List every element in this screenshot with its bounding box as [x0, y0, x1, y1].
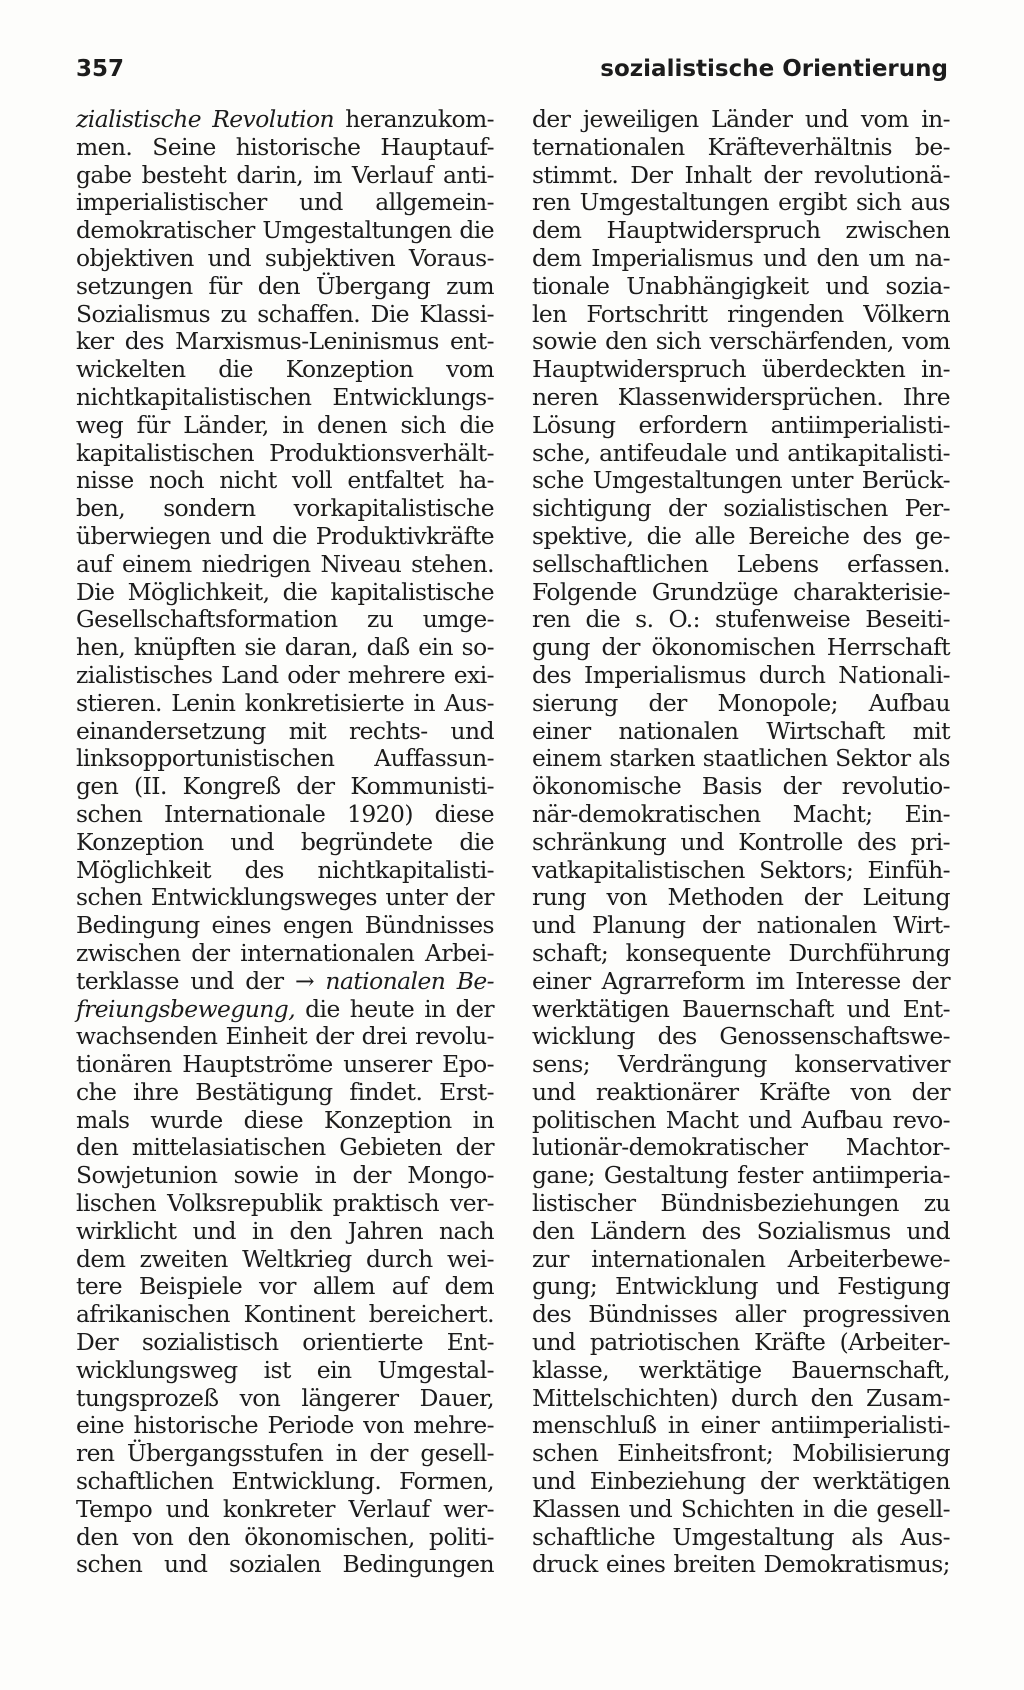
text-line: [532, 1218, 950, 1246]
text-line: [532, 162, 950, 190]
text-run: ökonomische Basis der revolutio-: [532, 772, 950, 801]
text-line: [76, 495, 494, 523]
text-line: [76, 1551, 494, 1579]
text-run: terklasse und der: [76, 966, 295, 995]
text-run: Hauptwiderspruch überdeckten in-: [532, 355, 950, 384]
text-run: dem zweiten Weltkrieg durch wei-: [76, 1244, 494, 1273]
text-line: [532, 523, 950, 551]
text-line: [532, 606, 950, 634]
text-line: [532, 1162, 950, 1190]
text-line: [76, 940, 494, 968]
text-run: len Fortschritt ringenden Völkern: [532, 299, 950, 328]
text-run: heranzukom-: [334, 105, 494, 133]
text-run: objektiven und subjektiven Voraus-: [76, 243, 494, 272]
text-run: werktätigen Bauernschaft und Ent-: [532, 994, 950, 1023]
text-run: Bedingung eines engen Bündnisses: [76, 911, 494, 940]
text-line: [532, 1079, 950, 1107]
text-run: klasse, werktätige Bauernschaft,: [532, 1355, 950, 1384]
text-line: [76, 968, 494, 996]
text-run: und reaktionärer Kräfte von der: [532, 1077, 950, 1106]
text-run: Sozialismus zu schaffen. Die Klassi-: [76, 299, 494, 328]
text-run: gung der ökonomischen Herrschaft: [532, 633, 950, 662]
text-run: Der sozialistisch orientierte Ent-: [76, 1328, 494, 1357]
text-line: [532, 1468, 950, 1496]
text-run: sche, antifeudale und antikapitalisti-: [532, 438, 950, 467]
text-line: [532, 801, 950, 829]
text-line: [76, 1329, 494, 1357]
text-line: [76, 606, 494, 634]
text-run: Folgende Grundzüge charakterisie-: [532, 577, 950, 606]
text-run: wachsenden Einheit der drei revolu-: [76, 1022, 494, 1051]
text-line: [76, 356, 494, 384]
text-run: Die Möglichkeit, die kapitalistische: [76, 577, 494, 606]
text-line: [532, 996, 950, 1024]
text-run: gane; Gestaltung fester antiimperia-: [532, 1161, 950, 1190]
text-run: und Einbeziehung der werktätigen: [532, 1467, 950, 1496]
text-run: tere Beispiele vor allem auf dem: [76, 1272, 494, 1301]
page-header: [76, 48, 948, 88]
text-line: [532, 217, 950, 245]
text-run: Mittelschichten) durch den Zusam-: [532, 1383, 950, 1412]
text-line: [532, 1134, 950, 1162]
text-line: [532, 1524, 950, 1552]
italic-text: → nationalen Be-: [294, 966, 494, 995]
text-run: dem Hauptwiderspruch zwischen: [532, 216, 950, 245]
text-run: schen Einheitsfront; Mobilisierung: [532, 1439, 950, 1468]
text-run: setzungen für den Übergang zum: [76, 271, 494, 300]
text-line: [76, 1162, 494, 1190]
text-line: [76, 773, 494, 801]
text-line: [76, 857, 494, 885]
text-run: menschluß in einer antiimperialisti-: [532, 1411, 950, 1440]
text-run: rung von Methoden der Leitung: [532, 883, 950, 912]
text-line: [76, 384, 494, 412]
text-run: überwiegen und die Produktivkräfte: [76, 521, 494, 550]
text-run: den Ländern des Sozialismus und: [532, 1216, 950, 1245]
text-line: [76, 1496, 494, 1524]
running-title: sozialistische Orientierung: [600, 56, 948, 82]
text-run: den von den ökonomischen, politi-: [76, 1522, 494, 1551]
text-run: Lösung erfordern antiimperialisti-: [532, 410, 950, 439]
text-run: ren die s. O.: stufenweise Beseiti-: [532, 605, 950, 634]
text-line: [532, 1496, 950, 1524]
text-line: [76, 745, 494, 773]
text-run: hen, knüpften sie daran, daß ein so-: [76, 633, 494, 662]
text-run: kapitalistischen Produktionsverhält-: [76, 438, 494, 467]
text-line: [532, 745, 950, 773]
text-line: [76, 189, 494, 217]
text-line: [76, 579, 494, 607]
text-run: schaftliche Umgestaltung als Aus-: [532, 1522, 950, 1551]
text-line: [532, 273, 950, 301]
text-line: [532, 356, 950, 384]
page-number: 357: [76, 56, 125, 82]
text-run: men. Seine historische Hauptauf-: [76, 132, 494, 161]
text-line: [76, 1385, 494, 1413]
text-line: [532, 1551, 950, 1579]
text-line: [532, 884, 950, 912]
text-run: wickelten die Konzeption vom: [76, 355, 494, 384]
text-line: [532, 1357, 950, 1385]
text-run: sche Umgestaltungen unter Berück-: [532, 466, 950, 495]
text-run: schaft; konsequente Durchführung: [532, 938, 950, 967]
text-run: nichtkapitalistischen Entwicklungs-: [76, 382, 494, 411]
text-run: Tempo und konkreter Verlauf wer-: [76, 1494, 494, 1523]
text-line: [76, 328, 494, 356]
text-run: Möglichkeit des nichtkapitalisti-: [76, 855, 494, 884]
text-line: [532, 1273, 950, 1301]
text-run: zur internationalen Arbeiterbewe-: [532, 1244, 950, 1273]
text-run: tionale Unabhängigkeit und sozia-: [532, 271, 950, 300]
text-line: [532, 384, 950, 412]
text-run: ben, sondern vorkapitalistische: [76, 494, 494, 523]
text-line: [532, 412, 950, 440]
text-line: [532, 718, 950, 746]
text-run: des Bündnisses aller progressiven: [532, 1300, 950, 1329]
text-run: der jeweiligen Länder und vom in-: [532, 105, 950, 133]
text-line: [76, 884, 494, 912]
text-run: einandersetzung mit rechts- und: [76, 716, 494, 745]
text-line: [76, 1301, 494, 1329]
text-line: [76, 1023, 494, 1051]
text-line: [76, 1079, 494, 1107]
text-line: [76, 1246, 494, 1274]
text-run: när-demokratischen Macht; Ein-: [532, 799, 950, 828]
text-line: [76, 162, 494, 190]
text-line: [76, 1412, 494, 1440]
text-run: druck eines breiten Demokratismus;: [532, 1550, 950, 1579]
text-run: weg für Länder, in denen sich die: [76, 410, 494, 439]
text-line: [76, 1468, 494, 1496]
text-run: neren Klassenwidersprüchen. Ihre: [532, 382, 950, 411]
text-line: [532, 912, 950, 940]
text-run: che ihre Bestätigung findet. Erst-: [76, 1077, 494, 1106]
text-run: die heute in der: [295, 994, 494, 1023]
text-run: stieren. Lenin konkretisierte in Aus-: [76, 688, 494, 717]
text-line: [76, 440, 494, 468]
text-line: [76, 1218, 494, 1246]
text-run: wicklung des Genossenschaftswe-: [532, 1022, 950, 1051]
text-line: [532, 1385, 950, 1413]
text-run: Konzeption und begründete die: [76, 827, 494, 856]
text-run: spektive, die alle Bereiche des ge-: [532, 521, 950, 550]
text-run: sierung der Monopole; Aufbau: [532, 688, 950, 717]
text-line: [76, 301, 494, 329]
text-run: nisse noch nicht voll entfaltet ha-: [76, 466, 494, 495]
text-run: demokratischer Umgestaltungen die: [76, 216, 494, 245]
text-line: [532, 328, 950, 356]
text-line: [76, 245, 494, 273]
text-line: [76, 996, 494, 1024]
text-run: zialistisches Land oder mehrere exi-: [76, 660, 494, 689]
text-run: schen und sozialen Bedingungen: [76, 1550, 494, 1579]
text-run: ker des Marxismus-Leninismus ent-: [76, 327, 494, 356]
text-line: [532, 1107, 950, 1135]
text-line: [76, 1107, 494, 1135]
text-line: [532, 634, 950, 662]
text-run: lischen Volksrepublik praktisch ver-: [76, 1189, 494, 1218]
text-run: gen (II. Kongreß der Kommunisti-: [76, 772, 494, 801]
text-line: [532, 1023, 950, 1051]
text-run: vatkapitalistischen Sektors; Einfüh-: [532, 855, 950, 884]
text-line: [532, 245, 950, 273]
text-run: listischer Bündnisbeziehungen zu: [532, 1189, 950, 1218]
text-line: [76, 1357, 494, 1385]
text-run: tungsprozeß von längerer Dauer,: [76, 1383, 494, 1412]
text-run: sens; Verdrängung konservativer: [532, 1050, 950, 1079]
text-line: [76, 634, 494, 662]
text-line: [76, 690, 494, 718]
italic-text: freiungsbewegung,: [76, 994, 296, 1023]
text-run: sowie den sich verschärfenden, vom: [532, 327, 950, 356]
text-run: ren Umgestaltungen ergibt sich aus: [532, 188, 950, 217]
text-line: [532, 301, 950, 329]
text-run: afrikanischen Kontinent bereichert.: [76, 1300, 494, 1329]
text-run: wicklungsweg ist ein Umgestal-: [76, 1355, 494, 1384]
text-run: sichtigung der sozialistischen Per-: [532, 494, 950, 523]
text-line: [76, 1273, 494, 1301]
text-line: [76, 273, 494, 301]
text-line: [532, 968, 950, 996]
text-run: ternationalen Kräfteverhältnis be-: [532, 132, 950, 161]
text-run: des Imperialismus durch Nationali-: [532, 660, 950, 689]
text-line: [532, 1051, 950, 1079]
text-line: [76, 467, 494, 495]
text-line: [76, 1524, 494, 1552]
text-run: mals wurde diese Konzeption in: [76, 1105, 494, 1134]
text-line: [76, 412, 494, 440]
text-line: [76, 106, 494, 134]
text-line: [532, 1246, 950, 1274]
text-line: [76, 217, 494, 245]
text-run: linksopportunistischen Auffassun-: [76, 744, 494, 773]
text-run: gung; Entwicklung und Festigung: [532, 1272, 950, 1301]
text-line: [76, 1190, 494, 1218]
text-line: [76, 1051, 494, 1079]
text-run: Gesellschaftsformation zu umge-: [76, 605, 494, 634]
text-run: einer Agrarreform im Interesse der: [532, 966, 950, 995]
text-line: [76, 829, 494, 857]
text-line: [532, 440, 950, 468]
text-run: schränkung und Kontrolle des pri-: [532, 827, 950, 856]
text-run: stimmt. Der Inhalt der revolutionä-: [532, 160, 950, 189]
text-run: und patriotischen Kräfte (Arbeiter-: [532, 1328, 950, 1357]
text-line: [532, 495, 950, 523]
text-run: lutionär-demokratischer Machtor-: [532, 1133, 950, 1162]
text-line: [532, 1412, 950, 1440]
text-run: schen Entwicklungsweges unter der: [76, 883, 494, 912]
text-line: [76, 801, 494, 829]
text-line: [532, 1329, 950, 1357]
text-line: [532, 106, 950, 134]
text-line: [532, 1301, 950, 1329]
text-line: [76, 523, 494, 551]
text-line: [532, 857, 950, 885]
text-line: [76, 551, 494, 579]
text-run: schen Internationale 1920) diese: [76, 799, 494, 828]
text-run: wirklicht und in den Jahren nach: [76, 1216, 494, 1245]
text-line: [532, 829, 950, 857]
text-line: [532, 551, 950, 579]
text-run: und Planung der nationalen Wirt-: [532, 911, 950, 940]
text-line: [76, 912, 494, 940]
text-run: zwischen der internationalen Arbei-: [76, 938, 494, 967]
text-line: [532, 773, 950, 801]
left-column: [76, 106, 494, 1579]
text-line: [532, 579, 950, 607]
text-run: Klassen und Schichten in die gesell-: [532, 1494, 950, 1523]
right-column: [532, 106, 950, 1579]
text-run: auf einem niedrigen Niveau stehen.: [76, 549, 494, 578]
text-line: [532, 1190, 950, 1218]
italic-text: zialistische Revolution: [76, 105, 335, 133]
text-line: [76, 134, 494, 162]
text-run: sellschaftlichen Lebens erfassen.: [532, 549, 950, 578]
text-run: schaftlichen Entwicklung. Formen,: [76, 1467, 494, 1496]
text-line: [532, 189, 950, 217]
text-line: [532, 690, 950, 718]
text-run: gabe besteht darin, im Verlauf anti-: [76, 160, 494, 189]
text-run: eine historische Periode von mehre-: [76, 1411, 494, 1440]
text-run: dem Imperialismus und den um na-: [532, 243, 950, 272]
text-line: [532, 940, 950, 968]
text-run: imperialistischer und allgemein-: [76, 188, 494, 217]
text-line: [532, 1440, 950, 1468]
text-run: einem starken staatlichen Sektor als: [532, 744, 950, 773]
text-line: [76, 718, 494, 746]
text-line: [532, 662, 950, 690]
text-run: ren Übergangsstufen in der gesell-: [76, 1439, 494, 1468]
text-run: politischen Macht und Aufbau revo-: [532, 1105, 950, 1134]
text-line: [76, 662, 494, 690]
text-line: [532, 134, 950, 162]
text-line: [76, 1440, 494, 1468]
text-run: tionären Hauptströme unserer Epo-: [76, 1050, 494, 1079]
text-line: [76, 1134, 494, 1162]
text-run: Sowjetunion sowie in der Mongo-: [76, 1161, 494, 1190]
text-line: [532, 467, 950, 495]
text-run: einer nationalen Wirtschaft mit: [532, 716, 950, 745]
text-run: den mittelasiatischen Gebieten der: [76, 1133, 494, 1162]
